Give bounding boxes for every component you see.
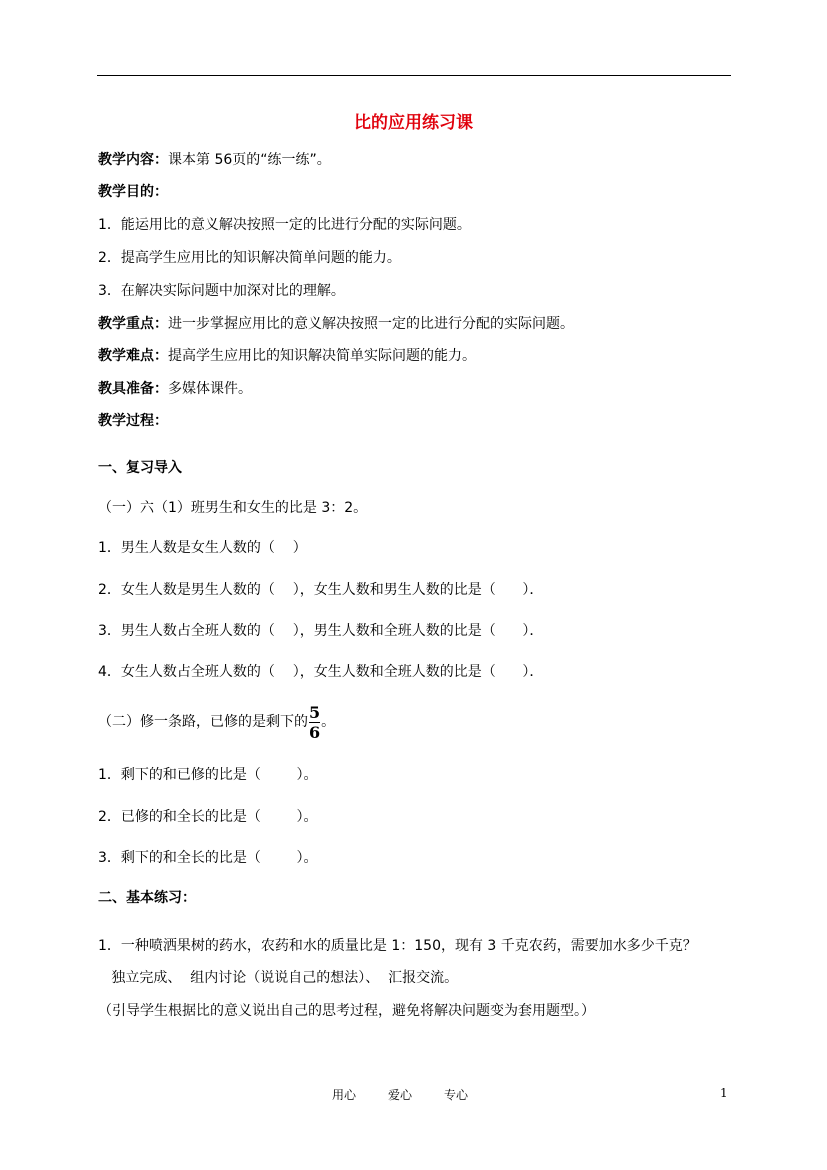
content-label: 教学内容： [98,152,168,168]
section2-heading: 二、基本练习： [98,890,196,906]
key-point-text: 进一步掌握应用比的意义解决按照一定的比进行分配的实际问题。 [168,316,574,332]
footer-motto-1: 用心 [332,1088,357,1102]
key-point-line [98,314,574,334]
process-label: 教学过程： [98,413,168,429]
goal-item-1: 1．能运用比的意义解决按照一定的比进行分配的实际问题。 [98,217,471,233]
exercise-1-guidance: （引导学生根据比的意义说出自己的思考过程，避免将解决问题变为套用题型。） [98,1003,595,1019]
tools-text: 多媒体课件。 [168,381,252,397]
part2-item-3: 3．剩下的和全长的比是（ ）。 [98,850,318,866]
exercise-1-line: 1．一种喷洒果树的药水，农药和水的质量比是 1：150，现有 3 千克农药，需要加水多少千克？ [98,938,697,954]
section1-heading: 一、复习导入 [98,460,182,476]
footer-motto-3: 专心 [444,1088,469,1102]
content-text: 课本第 56页的“练一练”。 [168,152,331,168]
difficulty-text: 提高学生应用比的知识解决简单实际问题的能力。 [168,348,476,364]
footer-motto-2: 爱心 [388,1088,413,1102]
part2-item-1: 1．剩下的和已修的比是（ ）。 [98,767,318,783]
part1-item-2: 2．女生人数是男生人数的（ ），女生人数和男生人数的比是（ ）． [98,582,544,598]
document-title: 比的应用练习课 [354,113,473,133]
goals-label: 教学目的： [98,184,168,200]
header-rule [97,75,731,76]
difficulty-line [98,346,476,366]
part1-intro: （一）六（1）班男生和女生的比是 3：2。 [98,500,368,516]
part2-intro [98,703,335,741]
fraction-denominator: 6 [309,722,321,742]
part2-intro-before: （二）修一条路，已修的是剩下的 [98,714,308,730]
tools-line [98,379,252,399]
part2-intro-after: 。 [321,714,336,730]
fraction-five-sixths [309,704,320,741]
key-point-label: 教学重点： [98,316,168,332]
part2-item-2: 2．已修的和全长的比是（ ）。 [98,809,318,825]
difficulty-label: 教学难点： [98,348,168,364]
part1-item-4: 4．女生人数占全班人数的（ ），女生人数和全班人数的比是（ ）． [98,664,544,680]
page-number: 1 [720,1086,728,1100]
exercise-1-method: 独立完成、 组内讨论（说说自己的想法）、 汇报交流。 [98,970,459,986]
content-line [98,150,331,170]
part1-item-3: 3．男生人数占全班人数的（ ），男生人数和全班人数的比是（ ）． [98,623,544,639]
goal-item-2: 2．提高学生应用比的知识解决简单问题的能力。 [98,250,401,266]
tools-label: 教具准备： [98,381,168,397]
goal-item-3: 3．在解决实际问题中加深对比的理解。 [98,283,345,299]
fraction-numerator: 5 [309,702,321,722]
part1-item-1: 1．男生人数是女生人数的（ ） [98,540,307,556]
